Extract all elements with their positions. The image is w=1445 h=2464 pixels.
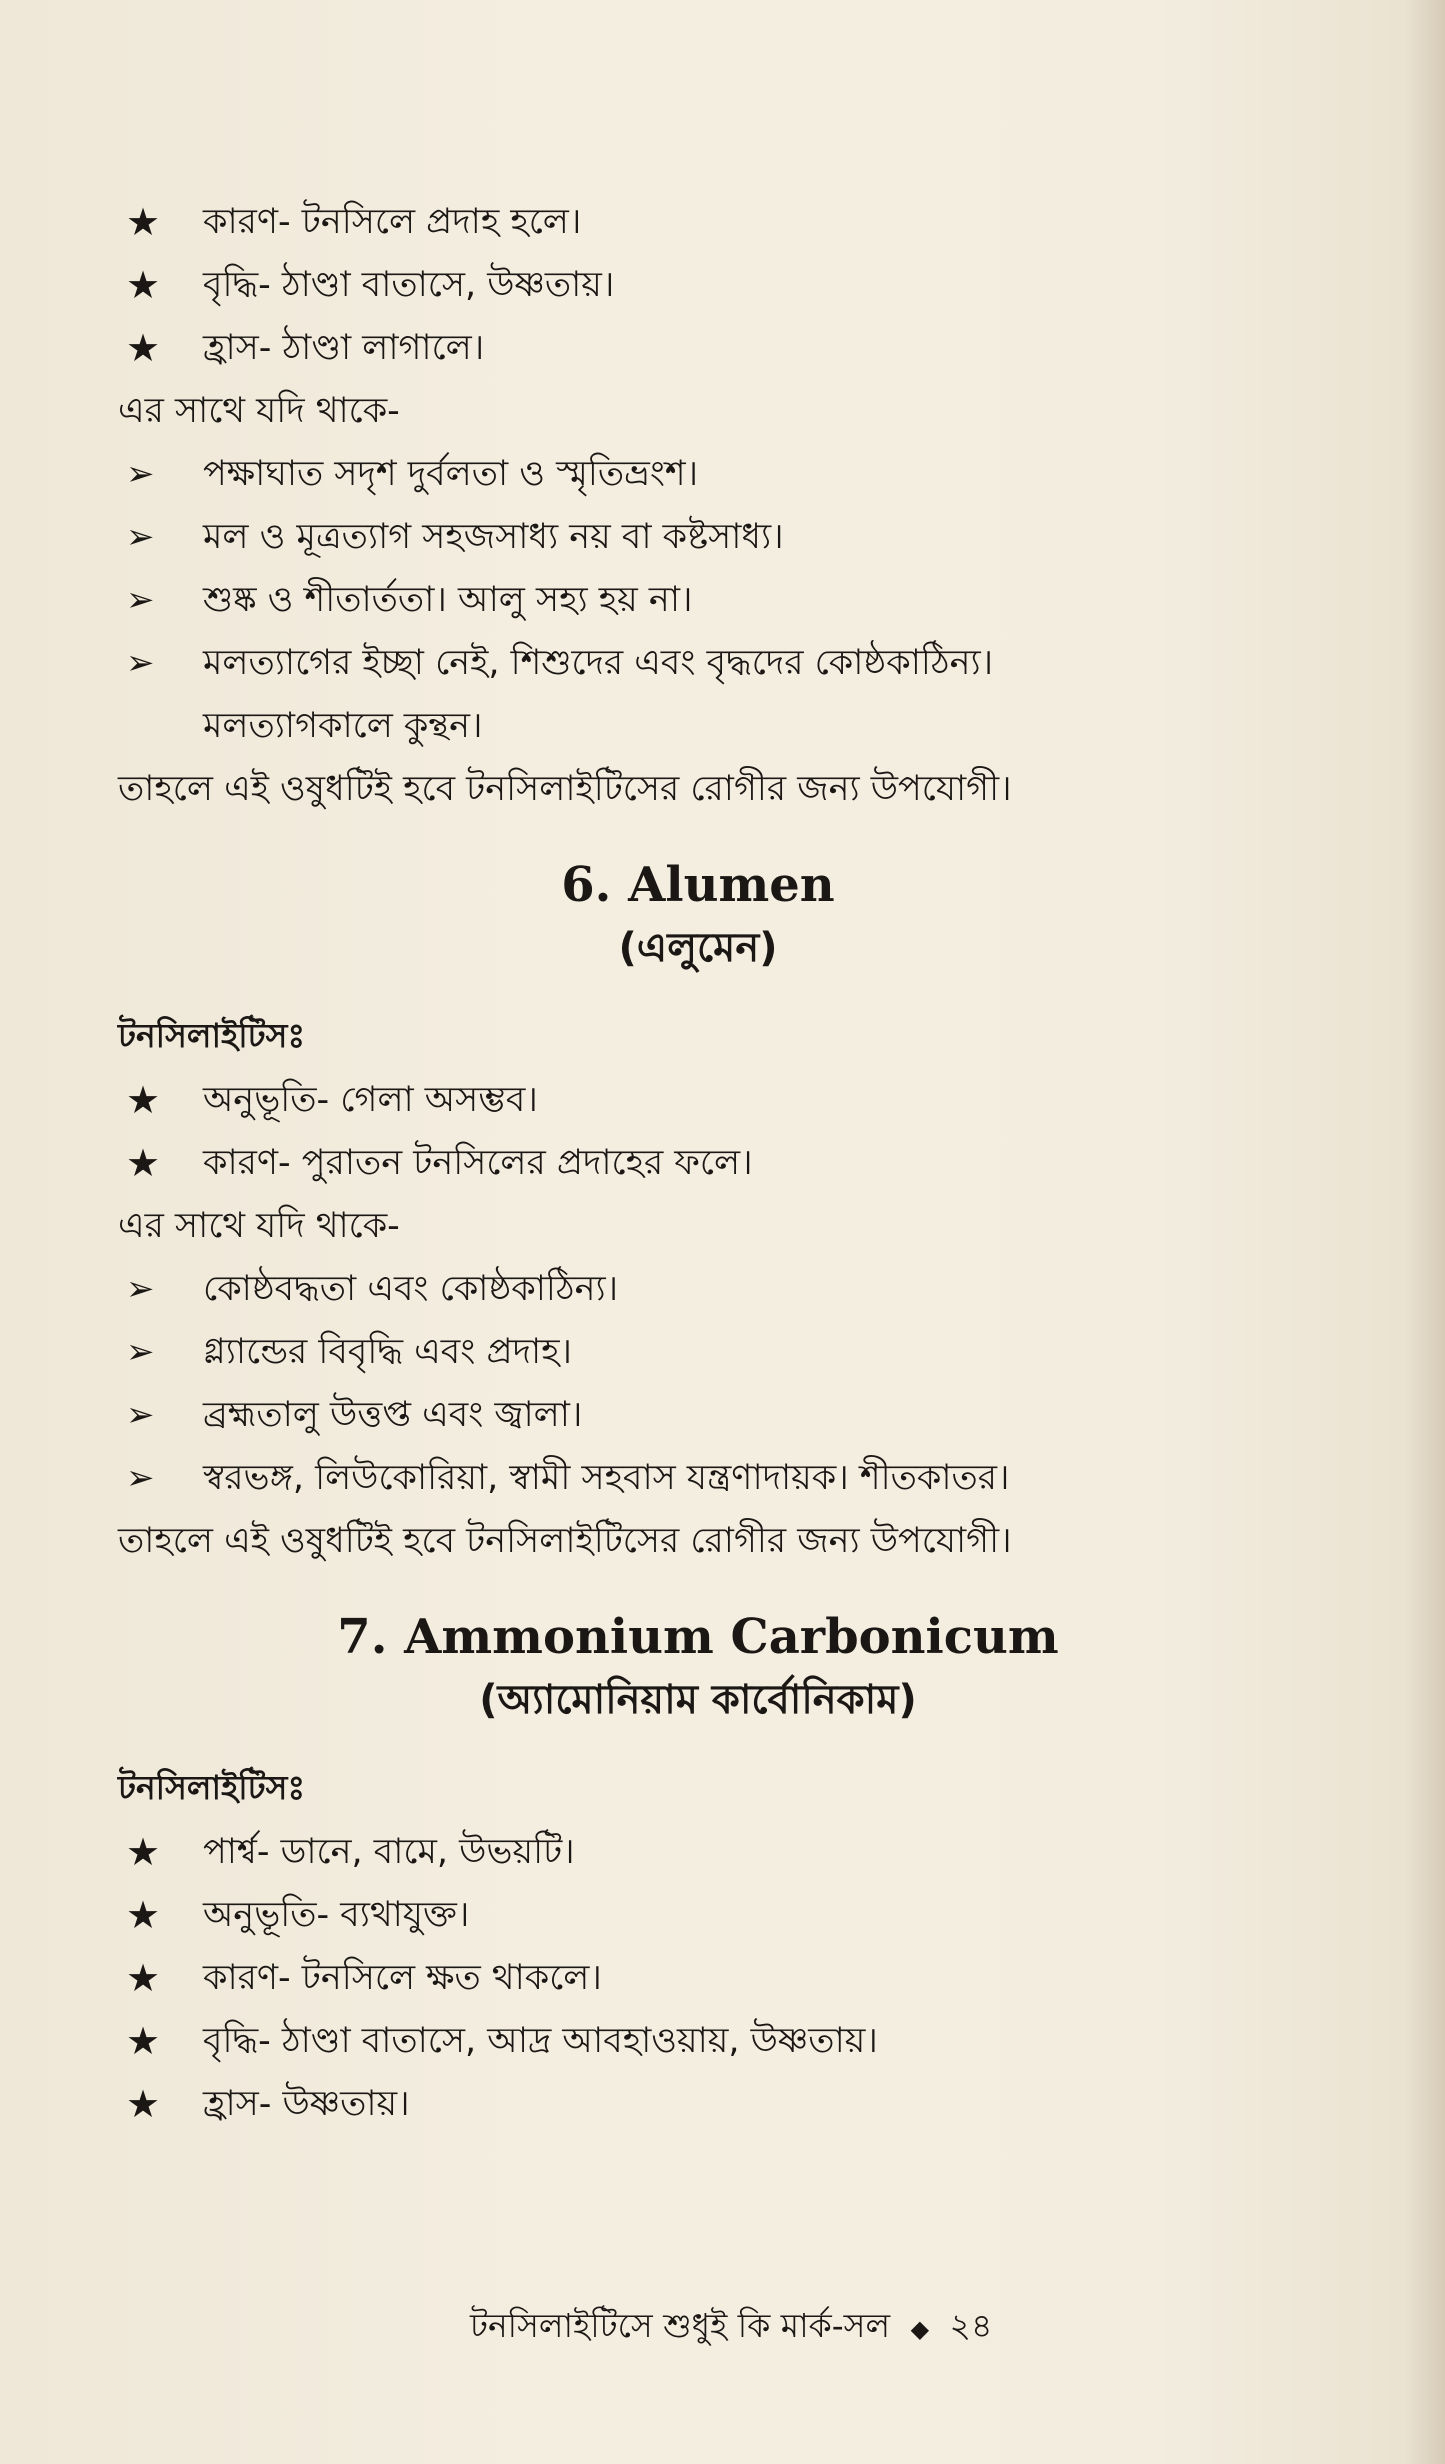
conclusion-text: তাহলে এই ওষুধটিই হবে টনসিলাইটিসের রোগীর জন্য উপযোগী। — [118, 768, 1012, 809]
arrow-text: গ্ল্যান্ডের বিবৃদ্ধি এবং প্রদাহ। — [203, 1331, 573, 1372]
arrow-item — [118, 1446, 1278, 1509]
remedy-title: 7. Ammonium Carbonicum — [337, 1609, 1059, 1665]
subheading: টনসিলাইটিসঃ — [118, 1016, 306, 1055]
arrow-item — [118, 442, 1278, 505]
bullet-text: কারণ- টনসিলে ক্ষত থাকলে। — [203, 1957, 602, 1998]
star-icon: ★ — [126, 1829, 161, 1874]
bullet-item — [118, 1883, 1278, 1946]
arrow-icon: ➢ — [126, 453, 155, 494]
page-edge-shadow — [1405, 0, 1445, 2464]
bullet-item — [118, 1131, 1278, 1194]
arrow-icon: ➢ — [126, 1394, 155, 1435]
bullet-item — [118, 1946, 1278, 2009]
star-icon: ★ — [126, 199, 161, 244]
page-number: ২৪ — [949, 2306, 993, 2345]
star-icon: ★ — [126, 262, 161, 307]
intro-text: এর সাথে যদি থাকে- — [118, 1205, 400, 1246]
bullet-text: হ্রাস- ঠাণ্ডা লাগালে। — [203, 327, 485, 368]
arrow-icon: ➢ — [126, 1268, 155, 1309]
bullet-text: হ্রাস- উষ্ণতায়। — [203, 2083, 410, 2124]
arrow-text: পক্ষাঘাত সদৃশ দুর্বলতা ও স্মৃতিভ্রংশ। — [203, 453, 699, 494]
subheading: টনসিলাইটিসঃ — [118, 1768, 306, 1807]
remedy-title-bengali: (এলুমেন) — [618, 925, 778, 971]
arrow-text: মল ও মূত্রত্যাগ সহজসাধ্য নয় বা কষ্টসাধ্য। — [203, 516, 784, 557]
star-icon: ★ — [126, 325, 161, 370]
arrow-text: মলত্যাগের ইচ্ছা নেই, শিশুদের এবং বৃদ্ধদের কোষ্ঠকাঠিন্য। — [203, 642, 994, 683]
intro-text: এর সাথে যদি থাকে- — [118, 390, 400, 431]
arrow-icon: ➢ — [126, 579, 155, 620]
arrow-item — [118, 1383, 1278, 1446]
star-icon: ★ — [126, 2081, 161, 2126]
bullet-item — [118, 253, 1278, 316]
arrow-icon: ➢ — [126, 1457, 155, 1498]
arrow-text: স্বরভঙ্গ, লিউকোরিয়া, স্বামী সহবাস যন্ত্রণাদায়ক। শীতকাতর। — [203, 1457, 1010, 1498]
running-title: টনসিলাইটিসে শুধুই কি মার্ক-সল — [470, 2306, 891, 2345]
bullet-text: অনুভূতি- গেলা অসম্ভব। — [203, 1079, 538, 1120]
arrow-icon: ➢ — [126, 642, 155, 683]
bullet-text: বৃদ্ধি- ঠাণ্ডা বাতাসে, আদ্র আবহাওয়ায়, উষ্ণতায়। — [203, 2020, 878, 2061]
remedy-title-bengali: (অ্যামোনিয়াম কার্বোনিকাম) — [479, 1677, 917, 1723]
arrow-item — [118, 505, 1278, 568]
arrow-item — [118, 1257, 1278, 1320]
arrow-icon: ➢ — [126, 1331, 155, 1372]
bullet-text: পার্শ্ব- ডানে, বামে, উভয়টি। — [203, 1831, 575, 1872]
bullet-item — [118, 316, 1278, 379]
arrow-text: ব্রহ্মতালু উত্তপ্ত এবং জ্বালা। — [203, 1394, 583, 1435]
bullet-text: অনুভূতি- ব্যথাযুক্ত। — [203, 1894, 470, 1935]
conclusion-text: তাহলে এই ওষুধটিই হবে টনসিলাইটিসের রোগীর জন্য উপযোগী। — [118, 1520, 1012, 1561]
arrow-text: কোষ্ঠবদ্ধতা এবং কোষ্ঠকাঠিন্য। — [203, 1268, 619, 1309]
arrow-item — [118, 1320, 1278, 1383]
bullet-text: কারণ- টনসিলে প্রদাহ হলে। — [203, 201, 582, 242]
remedy-title: 6. Alumen — [561, 857, 835, 913]
arrow-item — [118, 631, 1278, 694]
arrow-icon: ➢ — [126, 516, 155, 557]
bullet-text: বৃদ্ধি- ঠাণ্ডা বাতাসে, উষ্ণতায়। — [203, 264, 615, 305]
bullet-item — [118, 1820, 1278, 1883]
arrow-item — [118, 568, 1278, 631]
bullet-item — [118, 2072, 1278, 2135]
star-icon: ★ — [126, 2018, 161, 2063]
star-icon: ★ — [126, 1077, 161, 1122]
star-icon: ★ — [126, 1955, 161, 2000]
diamond-icon: ◆ — [910, 2315, 930, 2343]
arrow-text: শুষ্ক ও শীতার্ততা। আলু সহ্য হয় না। — [203, 579, 693, 620]
bullet-item — [118, 2009, 1278, 2072]
bullet-text: কারণ- পুরাতন টনসিলের প্রদাহের ফলে। — [203, 1142, 753, 1183]
star-icon: ★ — [126, 1140, 161, 1185]
bullet-item — [118, 190, 1278, 253]
bullet-item — [118, 1068, 1278, 1131]
star-icon: ★ — [126, 1892, 161, 1937]
page-footer — [470, 2300, 1070, 2356]
arrow-continuation: মলত্যাগকালে কুন্থন। — [203, 705, 483, 746]
page-content — [118, 190, 1278, 2135]
